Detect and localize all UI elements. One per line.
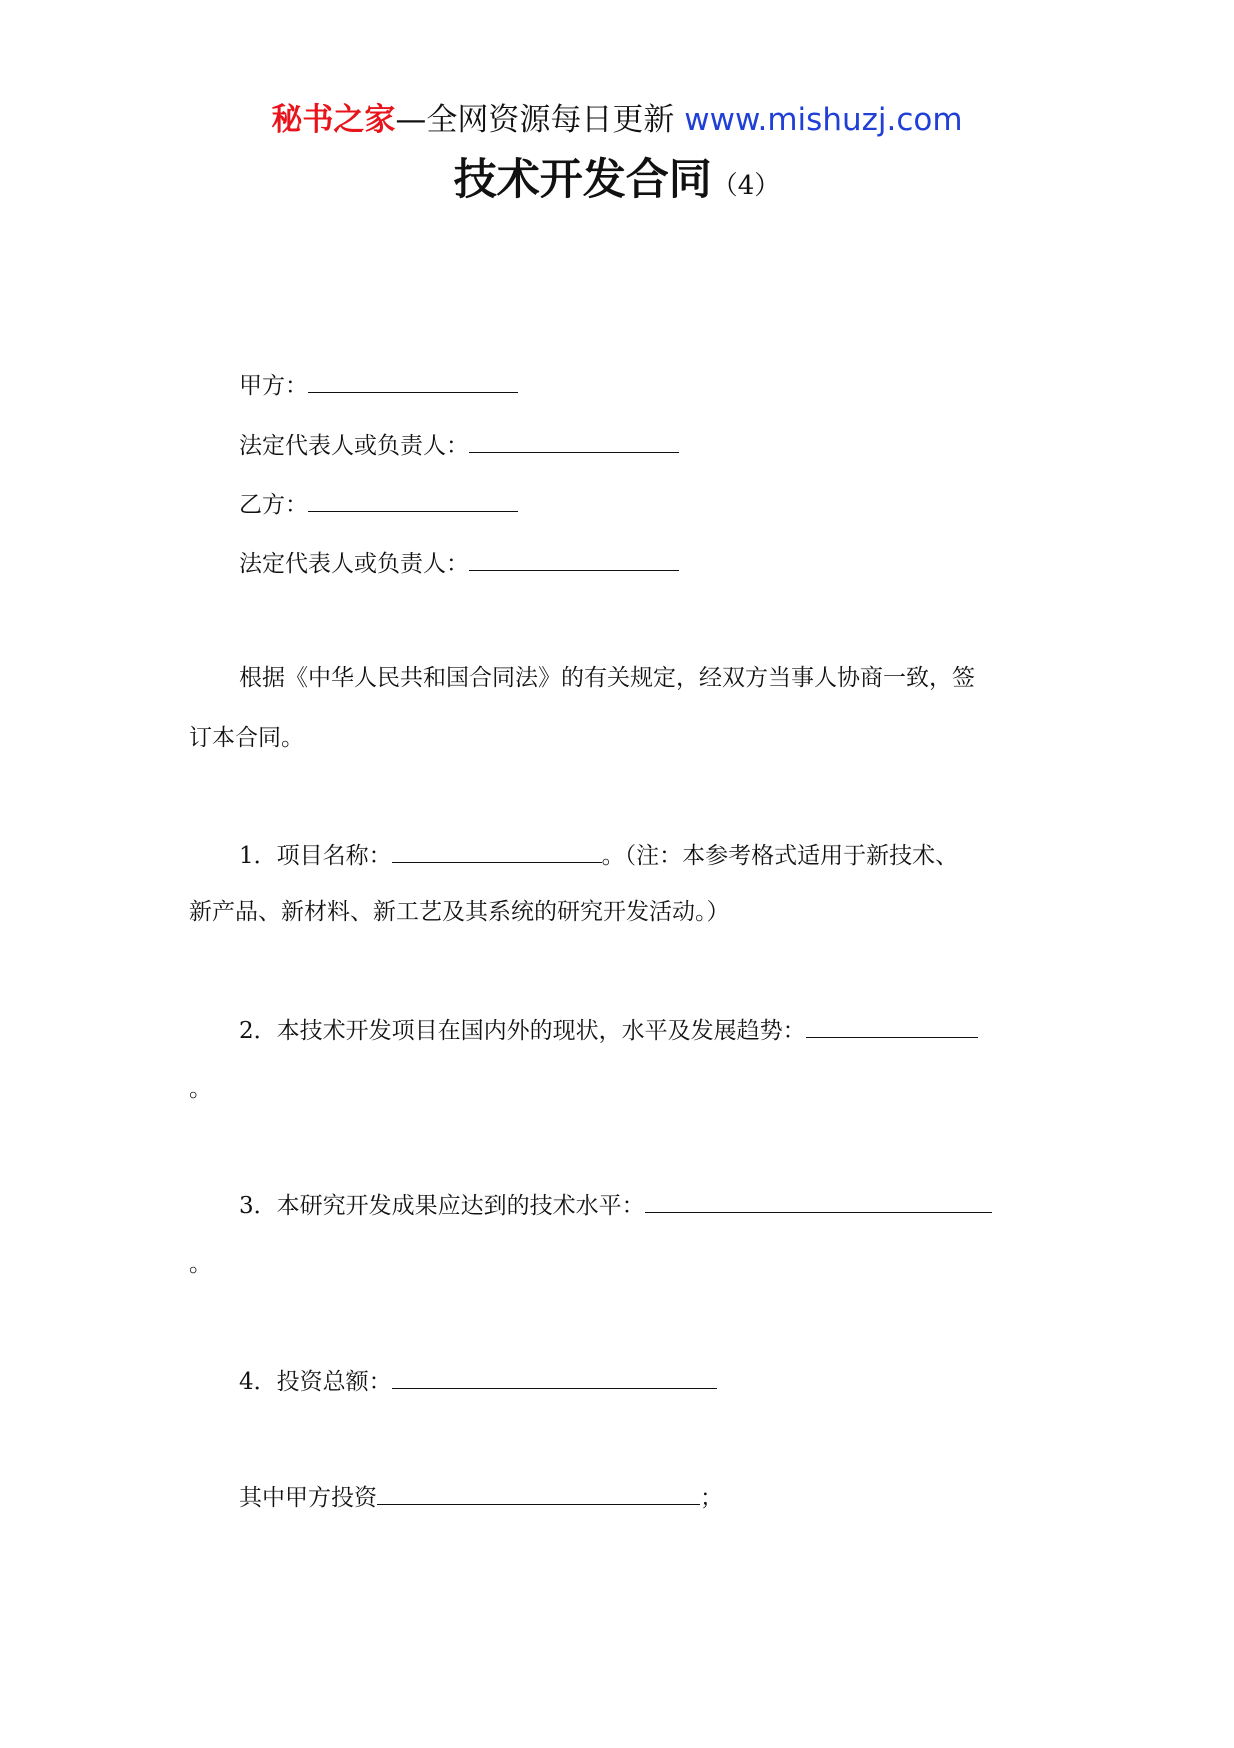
clause-2-end: 。	[189, 1076, 212, 1102]
clause-2-label: 2．本技术开发项目在国内外的现状，水平及发展趋势：	[239, 1018, 806, 1044]
tech-level-blank[interactable]	[645, 1188, 992, 1213]
party-a-blank[interactable]	[308, 368, 518, 393]
party-a-label: 甲方：	[239, 373, 308, 399]
party-a-investment-label: 其中甲方投资	[239, 1485, 377, 1511]
banner-url-link[interactable]: www.mishuzj.com	[684, 102, 963, 138]
investment-total-blank[interactable]	[392, 1364, 717, 1389]
clause-1-row	[239, 838, 958, 872]
clause-4-label: 4．投资总额：	[239, 1369, 392, 1395]
clause-3-label: 3．本研究开发成果应达到的技术水平：	[239, 1193, 645, 1219]
clause-2-row	[239, 1013, 978, 1047]
party-b-blank[interactable]	[308, 487, 518, 512]
clause-1-label: 1．项目名称：	[239, 843, 392, 869]
party-a-row	[239, 368, 518, 402]
party-a-investment-row	[239, 1480, 723, 1514]
banner-brand: 秘书之家	[271, 102, 396, 138]
party-b-rep-blank[interactable]	[469, 546, 679, 571]
party-b-rep-row	[239, 546, 679, 580]
party-a-investment-blank[interactable]	[377, 1480, 700, 1505]
document-title	[0, 152, 1234, 214]
clause-4-row	[239, 1364, 717, 1398]
party-b-row	[239, 487, 518, 521]
clause-3-end: 。	[189, 1251, 212, 1277]
party-a-rep-row	[239, 428, 679, 462]
party-b-label: 乙方：	[239, 492, 308, 518]
clause-3-row	[239, 1188, 992, 1222]
party-b-rep-label: 法定代表人或负责人：	[239, 551, 469, 577]
title-number: （4）	[711, 171, 781, 201]
site-banner	[0, 100, 1234, 140]
party-a-rep-label: 法定代表人或负责人：	[239, 433, 469, 459]
clause-1-note-line-2: 新产品、新材料、新工艺及其系统的研究开发活动。）	[189, 899, 730, 925]
preamble-line-1: 根据《中华人民共和国合同法》的有关规定，经双方当事人协商一致，签	[239, 665, 975, 691]
clause-1-note: 。（注：本参考格式适用于新技术、	[601, 843, 959, 869]
status-trend-blank[interactable]	[806, 1013, 978, 1038]
title-main: 技术开发合同	[453, 155, 712, 205]
project-name-blank[interactable]	[392, 838, 602, 863]
party-a-rep-blank[interactable]	[469, 428, 679, 453]
party-a-investment-end: ；	[700, 1485, 723, 1511]
banner-tagline: —全网资源每日更新	[395, 102, 685, 138]
preamble-line-2: 订本合同。	[189, 725, 304, 751]
